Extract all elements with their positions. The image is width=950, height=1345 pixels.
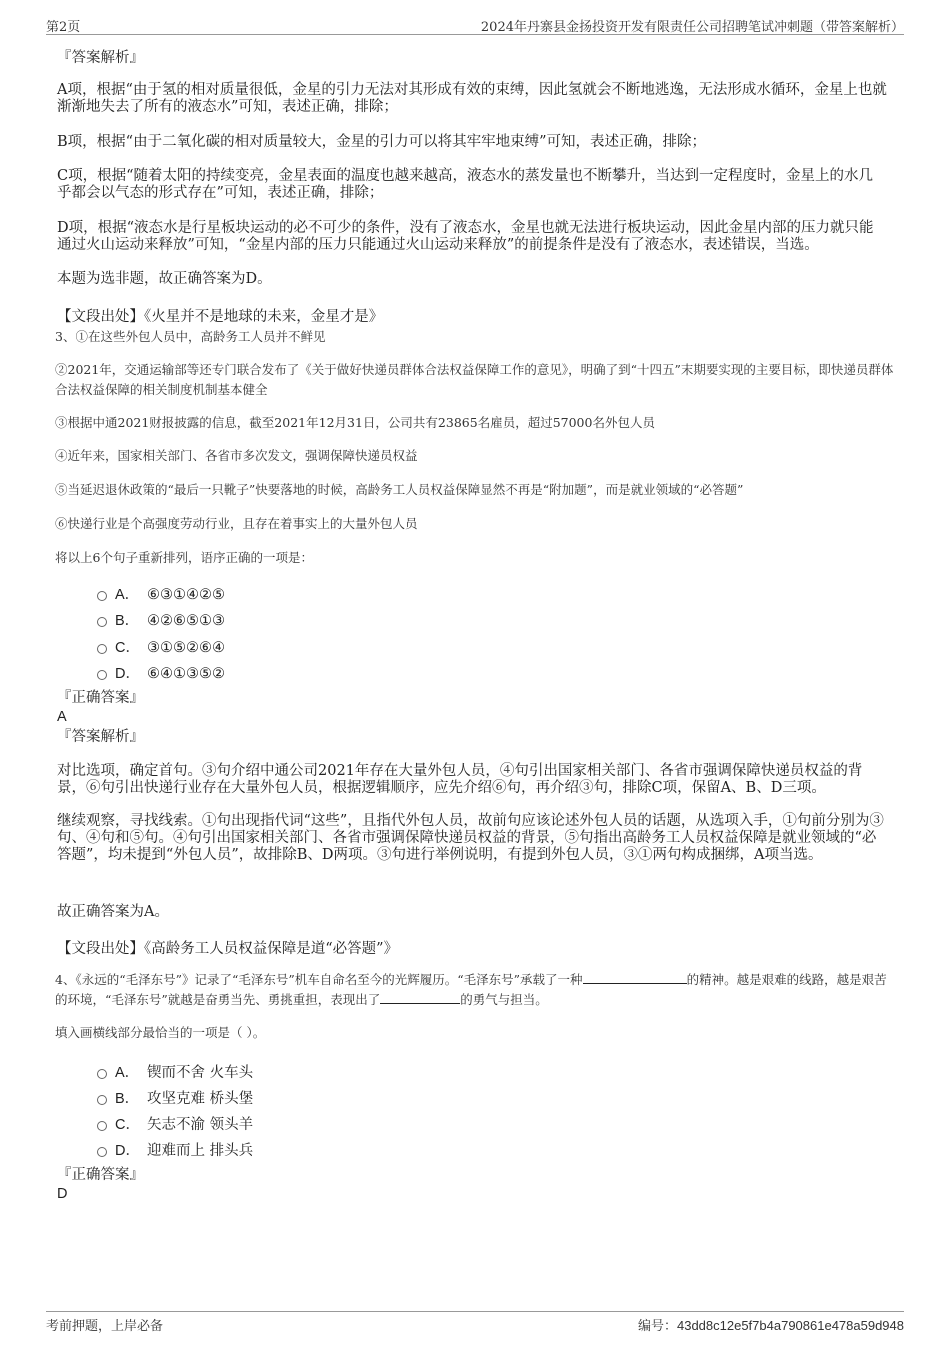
q3-option-c[interactable] bbox=[97, 636, 225, 654]
footer-code-label: 编号： bbox=[637, 1319, 677, 1334]
q2-analysis-para-b: B项，根据“由于二氧化碳的相对质量较大，金星的引力可以将其牢牢地束缚”可知，表述正确，排除； bbox=[57, 134, 706, 150]
q2-analysis-para-d: D项，根据“液态水是行星板块运动的必不可少的条件，没有了液态水，金星也就无法进行板块运动，因此金星内部的压力就只能通过火山运动来释放”可知，“金星内部的压力只能通过火山运动来释放”的前提条件是没有了液态水，表述错误，当选。 bbox=[57, 220, 874, 253]
q3-option-a[interactable] bbox=[97, 583, 225, 601]
q2-conclusion: 本题为选非题，故正确答案为D。 bbox=[57, 271, 272, 287]
option-key: C． bbox=[115, 640, 140, 656]
option-text: ⑥④①③⑤② bbox=[147, 666, 225, 682]
blank-2 bbox=[380, 993, 460, 1004]
q3-prompt: 将以上6个句子重新排列，语序正确的一项是： bbox=[55, 550, 313, 565]
radio-icon[interactable] bbox=[97, 1095, 107, 1105]
radio-icon[interactable] bbox=[97, 591, 107, 601]
q3-correct-answer: A bbox=[57, 709, 67, 725]
option-key: B． bbox=[115, 1091, 140, 1107]
footer-code bbox=[638, 1315, 904, 1334]
option-text: ⑥③①④②⑤ bbox=[147, 587, 225, 603]
q2-source: 【文段出处】《火星并不是地球的未来，金星才是》 bbox=[57, 309, 384, 325]
q4-stem-part-1: 4、《永远的“毛泽东号”》记录了“毛泽东号”机车自命名至今的光辉履历。“毛泽东号”承载了一种 bbox=[55, 972, 583, 987]
page-footer bbox=[46, 1311, 904, 1334]
option-key: B． bbox=[115, 613, 140, 629]
option-text: 锲而不舍 火车头 bbox=[147, 1065, 254, 1081]
document-title: 2024年丹寨县金扬投资开发有限责任公司招聘笔试冲刺题（带答案解析） bbox=[480, 20, 904, 35]
radio-icon[interactable] bbox=[97, 644, 107, 654]
option-text: ③①⑤②⑥④ bbox=[147, 640, 225, 656]
q3-sentence-6: ⑥快递行业是个高强度劳动行业，且存在着事实上的大量外包人员 bbox=[55, 516, 418, 531]
q3-source: 【文段出处】《高龄务工人员权益保障是道“必答题”》 bbox=[57, 941, 399, 957]
q4-stem-part-2: 的精神。越是艰难的线路，越是艰苦的环境，“毛泽东号”就越是奋勇当先、勇挑重担，表现出了 bbox=[55, 972, 887, 1007]
option-text: 迎难而上 排头兵 bbox=[147, 1143, 254, 1159]
q3-sentence-4: ④近年来，国家相关部门、各省市多次发文，强调保障快递员权益 bbox=[55, 448, 418, 463]
page-number: 第2页 bbox=[46, 20, 81, 35]
footer-slogan: 考前押题，上岸必备 bbox=[46, 1319, 164, 1334]
radio-icon[interactable] bbox=[97, 1069, 107, 1079]
q2-analysis-para-a: A项，根据“由于氢的相对质量很低，金星的引力无法对其形成有效的束缚，因此氢就会不断地逃逸，无法形成水循环，金星上也就渐渐地失去了所有的液态水”可知，表述正确，排除； bbox=[57, 82, 887, 115]
q4-option-c[interactable] bbox=[97, 1113, 253, 1131]
radio-icon[interactable] bbox=[97, 1121, 107, 1131]
q3-conclusion: 故正确答案为A。 bbox=[57, 904, 169, 920]
q4-correct-answer: D bbox=[57, 1186, 68, 1202]
radio-icon[interactable] bbox=[97, 1147, 107, 1157]
radio-icon[interactable] bbox=[97, 670, 107, 680]
option-key: A． bbox=[115, 587, 140, 603]
radio-icon[interactable] bbox=[97, 617, 107, 627]
option-key: C． bbox=[115, 1117, 140, 1133]
option-key: A． bbox=[115, 1065, 140, 1081]
q2-analysis-label: 『答案解析』 bbox=[57, 50, 144, 66]
q4-option-b[interactable] bbox=[97, 1087, 253, 1105]
q3-option-b[interactable] bbox=[97, 609, 225, 627]
option-text: 矢志不渝 领头羊 bbox=[147, 1117, 254, 1133]
option-text: ④②⑥⑤①③ bbox=[147, 613, 225, 629]
q3-analysis-label: 『答案解析』 bbox=[57, 729, 144, 745]
q4-stem bbox=[55, 970, 895, 1010]
q3-correct-label: 『正确答案』 bbox=[57, 690, 144, 706]
q3-sentence-2: ②2021年，交通运输部等还专门联合发布了《关于做好快递员群体合法权益保障工作的意见》，明确了到“十四五”末期要实现的主要目标，即快递员群体合法权益保障的相关制度机制基本健全 bbox=[55, 362, 894, 397]
q3-analysis-para-1: 对比选项，确定首句。③句介绍中通公司2021年存在大量外包人员，④句引出国家相关部门、各省市强调保障快递员权益的背景，⑥句引出快递行业存在大量外包人员，根据逻辑顺序，应先介绍⑥句，再介绍③句，排除C项，保留A、B、D三项。 bbox=[57, 763, 863, 796]
q3-sentence-1: 3、①在这些外包人员中，高龄务工人员并不鲜见 bbox=[55, 329, 326, 344]
q3-option-d[interactable] bbox=[97, 662, 225, 680]
q3-sentence-3: ③根据中通2021财报披露的信息，截至2021年12月31日，公司共有23865名雇员，超过57000名外包人员 bbox=[55, 415, 655, 430]
q4-option-a[interactable] bbox=[97, 1061, 253, 1079]
option-key: D． bbox=[115, 1143, 140, 1159]
q2-analysis-para-c: C项，根据“随着太阳的持续变亮，金星表面的温度也越来越高，液态水的蒸发量也不断攀升，当达到一定程度时，金星上的水几乎都会以气态的形式存在”可知，表述正确，排除； bbox=[57, 168, 874, 201]
q4-stem-part-3: 的勇气与担当。 bbox=[460, 992, 548, 1007]
q3-analysis-para-2: 继续观察，寻找线索。①句出现指代词“这些”，且指代外包人员，故前句应该论述外包人员的话题，从选项入手，①句前分别为③句、④句和⑤句。④句引出国家相关部门、各省市强调保障快递员权益的背景，⑤句指出高龄务工人员权益保障是就业领域的“必答题”，均未提到“外包人员”，故排除B、D两项。③句进行举例说明，有提到外包人员，③①两句构成捆绑，A项当选。 bbox=[57, 813, 884, 863]
option-key: D． bbox=[115, 666, 140, 682]
footer-code-value: 43dd8c12e5f7b4a790861e478a59d948 bbox=[676, 1318, 904, 1333]
q4-option-d[interactable] bbox=[97, 1139, 253, 1157]
q4-correct-label: 『正确答案』 bbox=[57, 1167, 144, 1183]
q4-prompt: 填入画横线部分最恰当的一项是（ ）。 bbox=[55, 1025, 266, 1040]
q3-sentence-5: ⑤当延迟退休政策的“最后一只靴子”快要落地的时候，高龄务工人员权益保障显然不再是“附加题”，而是就业领域的“必答题” bbox=[55, 482, 744, 497]
blank-1 bbox=[583, 973, 687, 984]
page-header bbox=[46, 14, 904, 35]
option-text: 攻坚克难 桥头堡 bbox=[147, 1091, 254, 1107]
